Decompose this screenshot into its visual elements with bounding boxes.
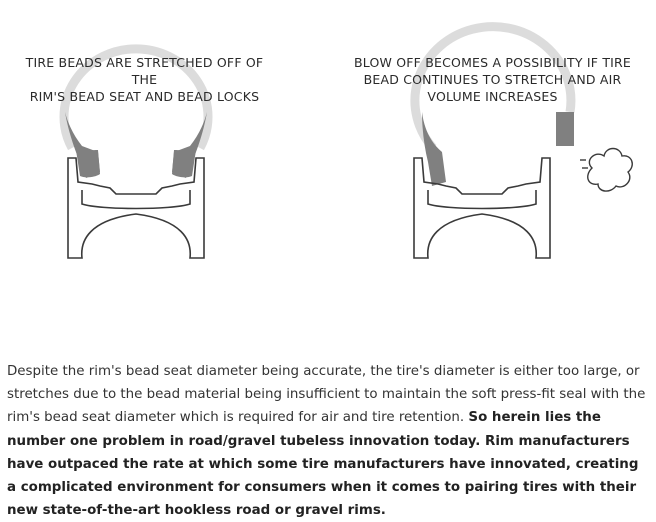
body-paragraph	[7, 360, 652, 522]
caption-left: TIRE BEADS ARE STRETCHED OFF OF THE RIM'S BEAD SEAT AND BEAD LOCKS	[25, 55, 264, 104]
caption-right: BLOW OFF BECOMES A POSSIBILITY IF TIRE BEAD CONTINUES TO STRETCH AND AIR VOLUME INCREASES	[353, 55, 632, 104]
air-puff-icon	[580, 149, 632, 192]
paragraph-normal-text: Despite the rim's bead seat diameter being accurate, the tire's diameter is either too large, or stretches due to the bead material being insufficient to maintain the soft press-fit seal with the rim's bead seat diameter which is required for air and tire retention.	[7, 364, 646, 426]
paragraph-bold-text: So herein lies the number one problem in road/gravel tubeless innovation today. Rim manufacturers have outpaced the rate at which some tire manufacturers have innovated, creating a complicated environment for consumers when it comes to pairing tires with their new state-of-the-art hookless road or gravel rims.	[7, 410, 639, 519]
